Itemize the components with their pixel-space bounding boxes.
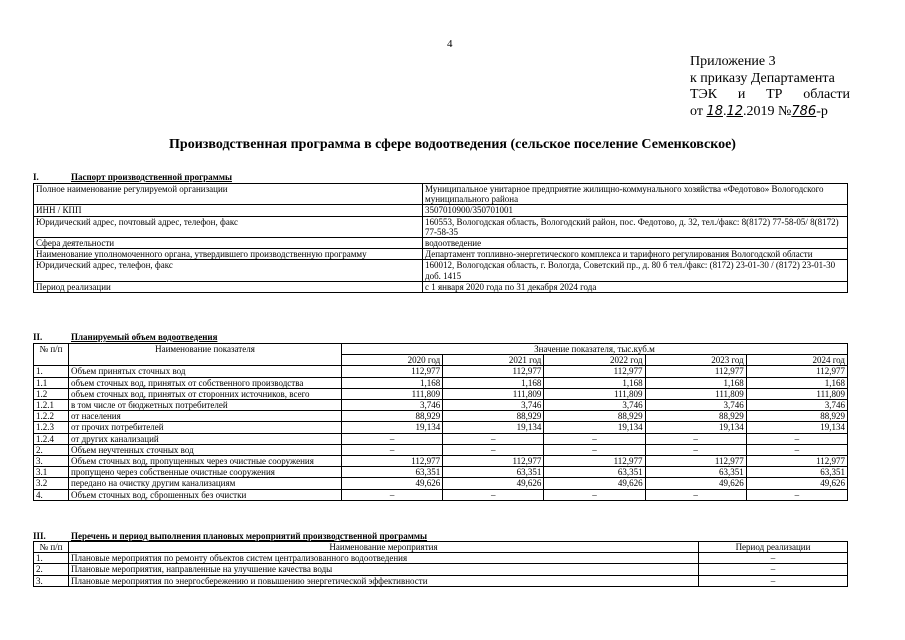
indicator-value: 3,746 <box>443 400 544 411</box>
appendix-word: и <box>737 87 746 102</box>
handwritten-month: 12 <box>726 103 744 119</box>
passport-field-value: водоотведение <box>423 238 848 249</box>
section-2-title: Планируемый объем водоотведения <box>71 332 218 342</box>
passport-field-value: с 1 января 2020 года по 31 декабря 2024 года <box>423 281 848 292</box>
indicator-value: 88,929 <box>645 411 746 422</box>
passport-row <box>34 249 848 260</box>
indicator-value: – <box>645 444 746 455</box>
indicator-value: 1,168 <box>443 377 544 388</box>
table-row <box>34 422 848 433</box>
row-number: 1.2.2 <box>34 411 69 422</box>
measure-name: Плановые мероприятия по ремонту объектов систем централизованного водоотведения <box>69 553 699 564</box>
appendix-year: .2019 № <box>743 103 792 119</box>
section-3-heading <box>33 531 427 541</box>
row-number: 3. <box>34 575 69 586</box>
indicator-value: – <box>443 433 544 444</box>
measure-period: – <box>699 575 848 586</box>
appendix-line-4: от 18.12.2019 №786-р <box>690 103 828 119</box>
handwritten-day: 18 <box>706 103 723 119</box>
row-number: 1.2.4 <box>34 433 69 444</box>
indicator-value: 49,626 <box>544 478 645 489</box>
indicator-value: 111,809 <box>342 388 443 399</box>
indicator-value: 49,626 <box>746 478 847 489</box>
indicator-name: от прочих потребителей <box>69 422 342 433</box>
table-row <box>34 433 848 444</box>
indicator-value: 63,351 <box>342 467 443 478</box>
section-1-title: Паспорт производственной программы <box>71 172 232 182</box>
appendix-word: ТР <box>766 87 783 102</box>
page-number: 4 <box>447 38 453 50</box>
appendix-line-2: к приказу Департамента <box>690 70 835 86</box>
indicator-value: 112,977 <box>645 366 746 377</box>
passport-row <box>34 205 848 216</box>
appendix-line-1: Приложение 3 <box>690 54 776 69</box>
indicator-value: 111,809 <box>746 388 847 399</box>
section-2-number: II. <box>33 332 43 342</box>
indicator-value: 19,134 <box>544 422 645 433</box>
row-number: 1.1 <box>34 377 69 388</box>
indicator-name: пропущено через собственные очистные сооружения <box>69 467 342 478</box>
passport-row <box>34 216 848 237</box>
table-row <box>34 388 848 399</box>
indicator-value: 49,626 <box>443 478 544 489</box>
measures-table <box>33 541 848 587</box>
indicator-value: 3,746 <box>544 400 645 411</box>
table-row <box>34 575 848 586</box>
indicator-value: 19,134 <box>443 422 544 433</box>
indicator-value: 112,977 <box>443 456 544 467</box>
indicator-value: 3,746 <box>746 400 847 411</box>
section-3-title: Перечень и период выполнения плановых мероприятий производственной программы <box>71 531 428 541</box>
appendix-suffix: -р <box>816 103 828 119</box>
indicator-value: 112,977 <box>645 456 746 467</box>
table-row <box>34 400 848 411</box>
table-row <box>34 478 848 489</box>
indicator-value: 19,134 <box>645 422 746 433</box>
indicator-value: 49,626 <box>342 478 443 489</box>
indicator-name: Объем сточных вод, сброшенных без очистки <box>69 489 342 500</box>
indicator-name: объем сточных вод, принятых от сторонних источников, всего <box>69 388 342 399</box>
passport-row <box>34 260 848 281</box>
passport-field-label: Период реализации <box>34 281 423 292</box>
measure-period: – <box>699 553 848 564</box>
table-row <box>34 564 848 575</box>
passport-field-label: Полное наименование регулируемой организации <box>34 184 423 205</box>
table-row <box>34 366 848 377</box>
indicator-value: 19,134 <box>746 422 847 433</box>
indicator-name: объем сточных вод, принятых от собственного производства <box>69 377 342 388</box>
indicator-value: 88,929 <box>544 411 645 422</box>
indicator-name: от других канализаций <box>69 433 342 444</box>
measure-name: Плановые мероприятия по энергосбережению и повышению энергетической эффективности <box>69 575 699 586</box>
indicator-value: 3,746 <box>342 400 443 411</box>
table-row <box>34 467 848 478</box>
indicator-name: в том числе от бюджетных потребителей <box>69 400 342 411</box>
appendix-word: ТЭК <box>690 87 718 102</box>
appendix-line-3 <box>690 87 850 104</box>
passport-field-value: Муниципальное унитарное предприятие жилищно-коммунального хозяйства «Федотово» Вологодского муниципального района <box>423 184 848 205</box>
passport-field-value: Департамент топливно-энергетического комплекса и тарифного регулирования Вологодской области <box>423 249 848 260</box>
col-header-measure: Наименование мероприятия <box>69 542 699 553</box>
indicator-value: 63,351 <box>443 467 544 478</box>
appendix-date-prefix: от <box>690 103 703 119</box>
indicator-value: 1,168 <box>746 377 847 388</box>
col-header-number: № п/п <box>34 344 69 366</box>
indicator-value: 1,168 <box>645 377 746 388</box>
section-1-heading <box>33 172 232 182</box>
indicator-value: – <box>342 489 443 500</box>
indicator-name: Объем сточных вод, пропущенных через очистные сооружения <box>69 456 342 467</box>
indicator-value: – <box>544 433 645 444</box>
row-number: 3. <box>34 456 69 467</box>
col-header-year: 2023 год <box>645 355 746 366</box>
passport-field-label: Наименование уполномоченного органа, утвердившего производственную программу <box>34 249 423 260</box>
passport-field-value: 3507010900/350701001 <box>423 205 848 216</box>
indicator-name: Объем принятых сточных вод <box>69 366 342 377</box>
table-row <box>34 553 848 564</box>
table-row <box>34 456 848 467</box>
indicator-value: 3,746 <box>645 400 746 411</box>
table-row <box>34 444 848 455</box>
document-title: Производственная программа в сфере водоотведения (сельское поселение Семенковское) <box>169 137 736 152</box>
passport-field-value: 160012, Вологодская область, г. Вологда, Советский пр., д. 80 б тел./факс: (8172) 23-01-30 / (8172) 23-01-30 доб. 1415 <box>423 260 848 281</box>
section-2-heading <box>33 332 217 342</box>
indicator-value: – <box>746 444 847 455</box>
indicator-value: – <box>645 489 746 500</box>
indicator-value: 112,977 <box>746 456 847 467</box>
indicator-value: – <box>746 489 847 500</box>
indicator-value: 63,351 <box>544 467 645 478</box>
passport-field-label: Юридический адрес, телефон, факс <box>34 260 423 281</box>
volume-table <box>33 343 848 501</box>
row-number: 1. <box>34 366 69 377</box>
indicator-value: 63,351 <box>746 467 847 478</box>
col-header-year: 2020 год <box>342 355 443 366</box>
indicator-value: 112,977 <box>342 456 443 467</box>
indicator-value: 63,351 <box>645 467 746 478</box>
row-number: 3.1 <box>34 467 69 478</box>
handwritten-order-number: 786 <box>791 103 817 119</box>
indicator-value: 112,977 <box>443 366 544 377</box>
indicator-value: 112,977 <box>342 366 443 377</box>
indicator-value: 19,134 <box>342 422 443 433</box>
passport-row <box>34 238 848 249</box>
indicator-value: – <box>443 444 544 455</box>
col-header-year: 2024 год <box>746 355 847 366</box>
row-number: 1.2 <box>34 388 69 399</box>
indicator-value: 1,168 <box>342 377 443 388</box>
row-number: 2. <box>34 564 69 575</box>
indicator-value: 112,977 <box>544 366 645 377</box>
row-number: 1.2.3 <box>34 422 69 433</box>
indicator-name: от населения <box>69 411 342 422</box>
section-1-number: I. <box>33 172 39 182</box>
measure-name: Плановые мероприятия, направленные на улучшение качества воды <box>69 564 699 575</box>
passport-row <box>34 184 848 205</box>
row-number: 4. <box>34 489 69 500</box>
indicator-value: – <box>544 444 645 455</box>
row-number: 1.2.1 <box>34 400 69 411</box>
indicator-value: 88,929 <box>342 411 443 422</box>
indicator-value: 111,809 <box>443 388 544 399</box>
table-row <box>34 377 848 388</box>
row-number: 2. <box>34 444 69 455</box>
col-header-period: Период реализации <box>699 542 848 553</box>
indicator-value: – <box>746 433 847 444</box>
col-header-values: Значение показателя, тыс.куб.м <box>342 344 848 355</box>
indicator-value: 111,809 <box>544 388 645 399</box>
indicator-value: 88,929 <box>443 411 544 422</box>
passport-row <box>34 281 848 292</box>
passport-field-label: Юридический адрес, почтовый адрес, телефон, факс <box>34 216 423 237</box>
passport-table <box>33 183 848 293</box>
col-header-number: № п/п <box>34 542 69 553</box>
indicator-value: 49,626 <box>645 478 746 489</box>
indicator-value: 88,929 <box>746 411 847 422</box>
indicator-value: 112,977 <box>544 456 645 467</box>
passport-field-label: ИНН / КПП <box>34 205 423 216</box>
indicator-value: 112,977 <box>746 366 847 377</box>
indicator-value: 111,809 <box>645 388 746 399</box>
appendix-word: области <box>803 87 850 102</box>
indicator-value: 1,168 <box>544 377 645 388</box>
passport-field-value: 160553, Вологодская область, Вологодский район, пос. Федотово, д. 32, тел./факс: 8(8172) 77-58-05/ 8(8172) 77-58-35 <box>423 216 848 237</box>
measure-period: – <box>699 564 848 575</box>
indicator-name: передано на очистку другим канализациям <box>69 478 342 489</box>
table-row <box>34 411 848 422</box>
col-header-year: 2021 год <box>443 355 544 366</box>
indicator-value: – <box>645 433 746 444</box>
indicator-name: Объем неучтенных сточных вод <box>69 444 342 455</box>
table-row <box>34 489 848 500</box>
indicator-value: – <box>544 489 645 500</box>
indicator-value: – <box>443 489 544 500</box>
passport-field-label: Сфера деятельности <box>34 238 423 249</box>
section-3-number: III. <box>33 531 46 541</box>
col-header-indicator: Наименование показателя <box>69 344 342 366</box>
indicator-value: – <box>342 444 443 455</box>
row-number: 3.2 <box>34 478 69 489</box>
indicator-value: – <box>342 433 443 444</box>
col-header-year: 2022 год <box>544 355 645 366</box>
row-number: 1. <box>34 553 69 564</box>
appendix-header <box>690 54 850 120</box>
